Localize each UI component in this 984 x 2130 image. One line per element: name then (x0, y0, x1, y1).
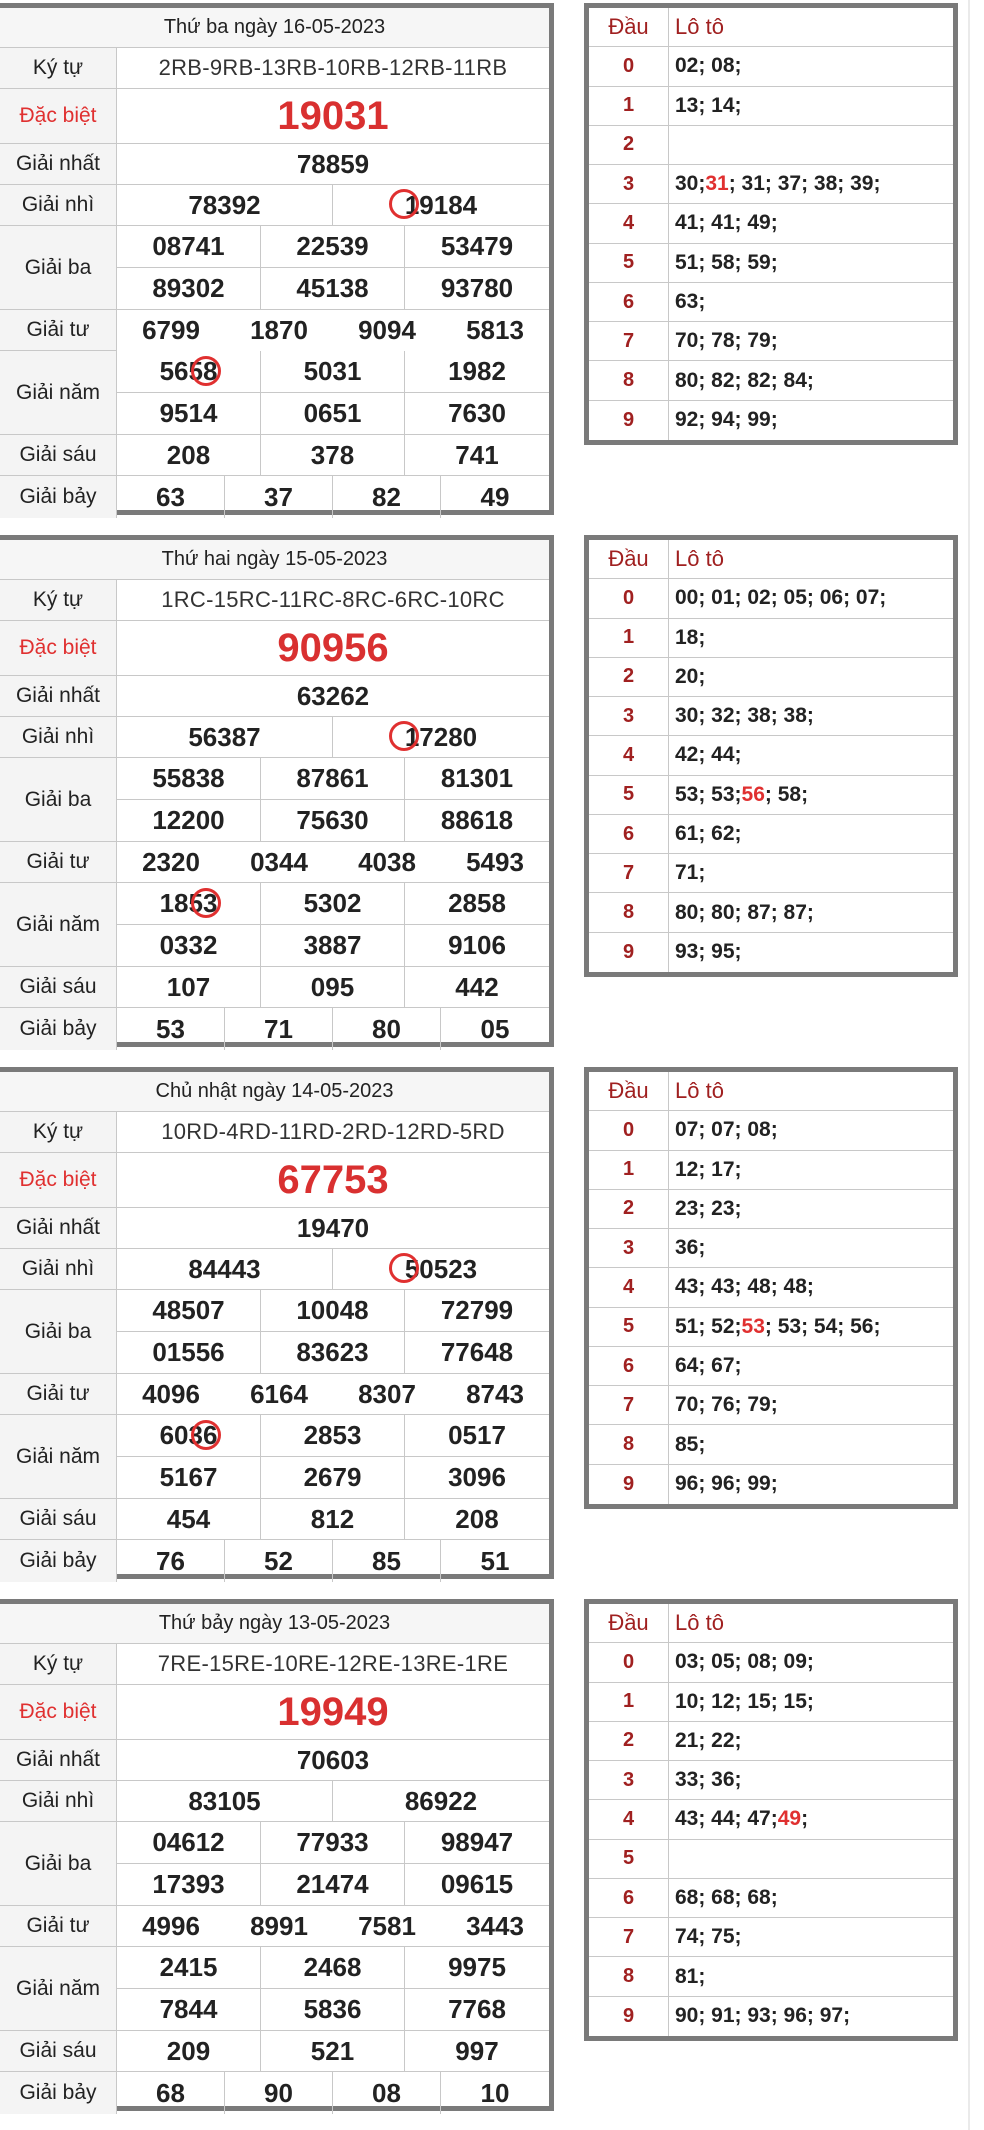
prize-number: 05 (480, 1013, 510, 1044)
giai-ba-values (117, 1290, 549, 1374)
label-giai-sau: Giải sáu (0, 2031, 117, 2072)
giai-tu-values (117, 1374, 549, 1415)
prize-number: 49 (480, 481, 510, 512)
prize-number: 5031 (261, 351, 405, 393)
dau-cell: 2 (589, 126, 669, 165)
prize-number: 9094 (358, 315, 416, 345)
loto-cell: 02; 08; (669, 47, 953, 86)
loto-cell: 12; 17; (669, 1151, 953, 1190)
loto-cell: 33; 36; (669, 1761, 953, 1800)
prize-number: 0651 (261, 393, 405, 435)
date-header: Thứ bảy ngày 13-05-2023 (0, 1604, 549, 1644)
prize-number-text: 50523 (404, 1253, 478, 1284)
dau-cell: 0 (589, 579, 669, 618)
loto-cell: 70; 78; 79; (669, 322, 953, 361)
results-table (0, 535, 554, 1047)
dau-cell: 8 (589, 361, 669, 400)
prize-number: 4096 (142, 1378, 200, 1409)
results-table (0, 1067, 554, 1579)
loto-cell (669, 126, 953, 165)
day-block (0, 532, 984, 1064)
dau-cell: 6 (589, 1347, 669, 1386)
dac-biet-value: 19949 (117, 1685, 549, 1740)
label-giai-ba: Giải ba (0, 758, 117, 842)
prize-number: 0332 (117, 925, 261, 967)
prize-number: 1870 (250, 315, 308, 345)
dau-cell: 5 (589, 776, 669, 815)
loto-cell: 51; 58; 59; (669, 244, 953, 283)
loto-cell: 41; 41; 49; (669, 204, 953, 243)
prize-number: 01556 (117, 1332, 261, 1374)
prize-number: 83105 (117, 1781, 333, 1821)
loto-cell: 42; 44; (669, 736, 953, 775)
prize-number: 90 (225, 2072, 333, 2114)
label-giai-bay: Giải bảy (0, 2072, 117, 2114)
label-giai-nhi: Giải nhì (0, 185, 117, 226)
label-giai-nam: Giải năm (0, 1415, 117, 1499)
prize-number: 095 (261, 967, 405, 1007)
dau-header: Đầu (589, 540, 669, 579)
dau-cell: 4 (589, 736, 669, 775)
giai-nhi-values (117, 1249, 549, 1290)
label-giai-bay: Giải bảy (0, 1008, 117, 1050)
prize-number: 45138 (261, 268, 405, 310)
prize-number: 84443 (117, 1249, 333, 1289)
loto-cell (669, 1800, 953, 1839)
label-giai-tu: Giải tư (0, 1374, 117, 1415)
label-giai-nhi: Giải nhì (0, 1781, 117, 1822)
prize-number: 72799 (405, 1290, 549, 1332)
prize-number: 48507 (117, 1290, 261, 1332)
giai-bay-values (117, 1540, 549, 1582)
prize-number: 52 (225, 1540, 333, 1582)
dau-cell: 8 (589, 1425, 669, 1464)
dau-cell: 2 (589, 658, 669, 697)
prize-number: 3443 (466, 1910, 524, 1941)
label-ky-tu: Ký tự (0, 1644, 117, 1685)
giai-nhi-values (117, 717, 549, 758)
dau-cell: 9 (589, 1997, 669, 2036)
giai-bay-values (117, 476, 549, 518)
dau-cell: 9 (589, 933, 669, 972)
dau-cell: 9 (589, 1465, 669, 1504)
dau-cell: 8 (589, 893, 669, 932)
label-dac-biet: Đặc biệt (0, 621, 117, 676)
loto-text: ; (801, 1807, 809, 1831)
loto-cell: 93; 95; (675, 940, 742, 964)
prize-number: 09615 (440, 1868, 514, 1899)
loto-cell: 71; (669, 854, 953, 893)
dau-cell: 7 (589, 1918, 669, 1957)
prize-number: 87861 (261, 758, 405, 800)
prize-number-text: 19184 (404, 189, 478, 220)
prize-number: 83623 (261, 1332, 405, 1374)
prize-number: 2320 (142, 846, 200, 877)
prize-number: 53 (117, 1008, 225, 1050)
day-block (0, 1596, 984, 2128)
prize-number: 51 (480, 1545, 510, 1576)
dac-biet-value: 90956 (117, 621, 549, 676)
loto-text: 51; 52; (675, 1314, 742, 1338)
label-dac-biet: Đặc biệt (0, 89, 117, 144)
loto-table (584, 3, 958, 445)
prize-number: 77933 (261, 1822, 405, 1864)
prize-number: 77648 (440, 1336, 514, 1367)
loto-cell: 07; 07; 08; (669, 1111, 953, 1150)
date-header: Thứ ba ngày 16-05-2023 (0, 8, 549, 48)
loto-highlight: 31 (705, 172, 729, 196)
dau-cell: 5 (589, 1308, 669, 1347)
dau-cell: 1 (589, 1151, 669, 1190)
label-giai-bay: Giải bảy (0, 1540, 117, 1582)
prize-number: 93780 (440, 272, 514, 303)
loto-text: ; 58; (764, 782, 809, 806)
label-giai-sau: Giải sáu (0, 1499, 117, 1540)
prize-number-text: 5658 (159, 355, 218, 386)
prize-number: 7844 (117, 1989, 261, 2031)
loto-table (584, 535, 958, 977)
prize-number: 2853 (261, 1415, 405, 1457)
prize-number: 75630 (261, 800, 405, 842)
prize-number: 68 (117, 2072, 225, 2114)
loto-text: ; 53; 54; 56; (764, 1314, 881, 1338)
dau-cell: 1 (589, 619, 669, 658)
dac-biet-value: 19031 (117, 89, 549, 144)
prize-number: 378 (261, 435, 405, 475)
prize-number: 1982 (405, 351, 549, 393)
dau-cell: 4 (589, 1268, 669, 1307)
loto-cell: 96; 96; 99; (675, 1472, 778, 1496)
dau-cell: 3 (589, 165, 669, 204)
loto-cell: 30; 32; 38; 38; (669, 697, 953, 736)
label-ky-tu: Ký tự (0, 48, 117, 89)
label-ky-tu: Ký tự (0, 1112, 117, 1153)
dau-header: Đầu (589, 1604, 669, 1643)
prize-number: 55838 (117, 758, 261, 800)
loto-cell (669, 165, 953, 204)
loto-cell: 36; (669, 1229, 953, 1268)
giai-sau-values (117, 435, 549, 476)
prize-number: 04612 (117, 1822, 261, 1864)
prize-number: 8307 (358, 1378, 416, 1409)
prize-number: 78392 (117, 185, 333, 225)
prize-number: 997 (455, 2035, 499, 2066)
label-giai-bay: Giải bảy (0, 476, 117, 518)
loto-cell: 92; 94; 99; (675, 408, 778, 432)
dau-cell: 6 (589, 283, 669, 322)
loto-cell: 80; 80; 87; 87; (669, 893, 953, 932)
giai-nhi-values (117, 185, 549, 226)
prize-number: 0517 (405, 1415, 549, 1457)
prize-number (117, 1415, 261, 1457)
giai-nhat-value: 63262 (117, 676, 549, 717)
label-giai-tu: Giải tư (0, 310, 117, 351)
label-giai-nhat: Giải nhất (0, 144, 117, 185)
loto-header: Lô tô (669, 1072, 953, 1111)
giai-nam-values (117, 883, 549, 967)
prize-number: 17393 (117, 1864, 261, 1906)
day-block (0, 0, 984, 532)
ky-tu-value: 1RC-15RC-11RC-8RC-6RC-10RC (117, 580, 549, 621)
loto-cell: 00; 01; 02; 05; 06; 07; (669, 579, 953, 618)
label-giai-tu: Giải tư (0, 842, 117, 883)
prize-number: 741 (455, 439, 499, 470)
dau-cell: 6 (589, 1879, 669, 1918)
label-giai-sau: Giải sáu (0, 967, 117, 1008)
dau-header: Đầu (589, 1072, 669, 1111)
giai-sau-values (117, 967, 549, 1008)
dau-cell: 4 (589, 204, 669, 243)
prize-number: 89302 (117, 268, 261, 310)
prize-number: 7768 (448, 1993, 506, 2024)
prize-number: 7630 (448, 397, 506, 428)
loto-cell: 81; (669, 1957, 953, 1996)
label-giai-sau: Giải sáu (0, 435, 117, 476)
prize-number: 107 (117, 967, 261, 1007)
dau-cell: 2 (589, 1190, 669, 1229)
dau-cell: 2 (589, 1722, 669, 1761)
loto-cell: 13; 14; (669, 87, 953, 126)
prize-number: 9975 (405, 1947, 549, 1989)
dau-cell: 6 (589, 815, 669, 854)
dau-cell: 9 (589, 401, 669, 440)
prize-number: 521 (261, 2031, 405, 2071)
loto-text: 30; (675, 172, 706, 196)
prize-number: 5167 (117, 1457, 261, 1499)
prize-number: 6164 (250, 1378, 308, 1409)
prize-number: 22539 (261, 226, 405, 268)
prize-number (333, 185, 549, 225)
dau-header: Đầu (589, 8, 669, 47)
dau-cell: 1 (589, 1683, 669, 1722)
prize-number: 5813 (466, 315, 524, 345)
prize-number: 85 (333, 1540, 441, 1582)
prize-number: 454 (117, 1499, 261, 1539)
prize-number: 12200 (117, 800, 261, 842)
loto-cell: 74; 75; (669, 1918, 953, 1957)
label-giai-nam: Giải năm (0, 351, 117, 435)
giai-sau-values (117, 1499, 549, 1540)
loto-cell: 23; 23; (669, 1190, 953, 1229)
prize-number: 4038 (358, 846, 416, 877)
dau-cell: 3 (589, 1229, 669, 1268)
loto-cell: 18; (669, 619, 953, 658)
loto-cell: 61; 62; (669, 815, 953, 854)
prize-number: 5493 (466, 846, 524, 877)
dau-cell: 1 (589, 87, 669, 126)
label-giai-ba: Giải ba (0, 226, 117, 310)
prize-number: 21474 (261, 1864, 405, 1906)
loto-cell: 68; 68; 68; (669, 1879, 953, 1918)
label-giai-nam: Giải năm (0, 1947, 117, 2031)
prize-number: 209 (117, 2031, 261, 2071)
giai-nhat-value: 70603 (117, 1740, 549, 1781)
loto-text: ; 31; 37; 38; 39; (728, 172, 881, 196)
prize-number-text: 17280 (404, 721, 478, 752)
label-dac-biet: Đặc biệt (0, 1685, 117, 1740)
label-giai-nhi: Giải nhì (0, 717, 117, 758)
prize-number (333, 717, 549, 757)
prize-number: 88618 (440, 804, 514, 835)
loto-cell: 63; (669, 283, 953, 322)
prize-number: 3887 (261, 925, 405, 967)
label-giai-nhi: Giải nhì (0, 1249, 117, 1290)
loto-highlight: 53 (741, 1314, 765, 1338)
label-giai-nam: Giải năm (0, 883, 117, 967)
dac-biet-value: 67753 (117, 1153, 549, 1208)
loto-text: 43; 44; 47; (675, 1807, 778, 1831)
prize-number: 9106 (448, 929, 506, 960)
label-dac-biet: Đặc biệt (0, 1153, 117, 1208)
prize-number: 86922 (404, 1785, 478, 1816)
loto-table (584, 1067, 958, 1509)
loto-cell: 70; 76; 79; (669, 1386, 953, 1425)
loto-header: Lô tô (669, 8, 953, 47)
loto-header: Lô tô (669, 540, 953, 579)
dau-cell: 7 (589, 322, 669, 361)
label-giai-nhat: Giải nhất (0, 676, 117, 717)
dau-cell: 5 (589, 244, 669, 283)
giai-bay-values (117, 1008, 549, 1050)
giai-ba-values (117, 758, 549, 842)
dau-cell: 3 (589, 1761, 669, 1800)
dau-cell: 0 (589, 1111, 669, 1150)
prize-number: 56387 (117, 717, 333, 757)
giai-nhi-values (117, 1781, 549, 1822)
ky-tu-value: 2RB-9RB-13RB-10RB-12RB-11RB (117, 48, 549, 89)
giai-nhat-value: 78859 (117, 144, 549, 185)
giai-ba-values (117, 1822, 549, 1906)
prize-number (117, 883, 261, 925)
giai-nam-values (117, 1947, 549, 2031)
prize-number: 98947 (405, 1822, 549, 1864)
loto-cell (669, 776, 953, 815)
giai-nam-values (117, 1415, 549, 1499)
prize-number: 80 (333, 1008, 441, 1050)
prize-number: 8991 (250, 1910, 308, 1941)
prize-number: 208 (117, 435, 261, 475)
giai-tu-values (117, 1906, 549, 1947)
loto-cell: 90; 91; 93; 96; 97; (675, 2004, 851, 2028)
loto-cell: 03; 05; 08; 09; (669, 1643, 953, 1682)
date-header: Thứ hai ngày 15-05-2023 (0, 540, 549, 580)
prize-number (117, 351, 261, 393)
prize-number: 8743 (466, 1378, 524, 1409)
day-block (0, 1064, 984, 1596)
loto-text: 53; 53; (675, 782, 742, 806)
dau-cell: 3 (589, 697, 669, 736)
label-giai-nhat: Giải nhất (0, 1208, 117, 1249)
giai-nhat-value: 19470 (117, 1208, 549, 1249)
dau-cell: 5 (589, 1840, 669, 1879)
loto-table (584, 1599, 958, 2041)
ky-tu-value: 10RD-4RD-11RD-2RD-12RD-5RD (117, 1112, 549, 1153)
prize-number: 4996 (142, 1910, 200, 1941)
label-giai-ba: Giải ba (0, 1290, 117, 1374)
prize-number: 812 (261, 1499, 405, 1539)
label-ky-tu: Ký tự (0, 580, 117, 621)
prize-number: 2415 (117, 1947, 261, 1989)
loto-cell: 43; 43; 48; 48; (669, 1268, 953, 1307)
prize-number: 2679 (261, 1457, 405, 1499)
date-header: Chủ nhật ngày 14-05-2023 (0, 1072, 549, 1112)
prize-number: 208 (455, 1503, 499, 1534)
loto-cell: 80; 82; 82; 84; (669, 361, 953, 400)
prize-number: 08741 (117, 226, 261, 268)
prize-number: 5836 (261, 1989, 405, 2031)
loto-cell: 10; 12; 15; 15; (669, 1683, 953, 1722)
results-table (0, 1599, 554, 2111)
loto-cell (669, 1840, 953, 1879)
dau-cell: 0 (589, 1643, 669, 1682)
loto-cell: 64; 67; (669, 1347, 953, 1386)
prize-number: 2858 (405, 883, 549, 925)
loto-cell: 20; (669, 658, 953, 697)
loto-highlight: 56 (741, 782, 765, 806)
prize-number: 81301 (405, 758, 549, 800)
prize-number: 442 (455, 971, 499, 1002)
loto-highlight: 49 (777, 1807, 802, 1831)
prize-number: 0344 (250, 846, 308, 877)
giai-tu-values (117, 310, 549, 351)
ky-tu-value: 7RE-15RE-10RE-12RE-13RE-1RE (117, 1644, 549, 1685)
label-giai-nhat: Giải nhất (0, 1740, 117, 1781)
label-giai-ba: Giải ba (0, 1822, 117, 1906)
dau-cell: 7 (589, 854, 669, 893)
loto-cell: 85; (669, 1425, 953, 1464)
dau-cell: 4 (589, 1800, 669, 1839)
prize-number: 76 (117, 1540, 225, 1582)
dau-cell: 7 (589, 1386, 669, 1425)
prize-number-text: 6036 (159, 1419, 218, 1450)
prize-number-text: 1853 (159, 887, 218, 918)
giai-nam-values (117, 351, 549, 435)
dau-cell: 8 (589, 1957, 669, 1996)
prize-number: 10 (480, 2077, 510, 2108)
dau-cell: 0 (589, 47, 669, 86)
loto-header: Lô tô (669, 1604, 953, 1643)
prize-number: 3096 (448, 1461, 506, 1492)
giai-bay-values (117, 2072, 549, 2114)
prize-number: 63 (117, 476, 225, 518)
prize-number: 7581 (358, 1910, 416, 1941)
loto-cell: 21; 22; (669, 1722, 953, 1761)
giai-sau-values (117, 2031, 549, 2072)
prize-number: 2468 (261, 1947, 405, 1989)
loto-cell (669, 1308, 953, 1347)
prize-number: 37 (225, 476, 333, 518)
prize-number: 6799 (142, 315, 200, 345)
prize-number: 5302 (261, 883, 405, 925)
prize-number: 9514 (117, 393, 261, 435)
prize-number: 82 (333, 476, 441, 518)
giai-ba-values (117, 226, 549, 310)
prize-number (333, 1249, 549, 1289)
results-table (0, 3, 554, 515)
prize-number: 08 (333, 2072, 441, 2114)
giai-tu-values (117, 842, 549, 883)
prize-number: 53479 (405, 226, 549, 268)
label-giai-tu: Giải tư (0, 1906, 117, 1947)
prize-number: 71 (225, 1008, 333, 1050)
prize-number: 10048 (261, 1290, 405, 1332)
